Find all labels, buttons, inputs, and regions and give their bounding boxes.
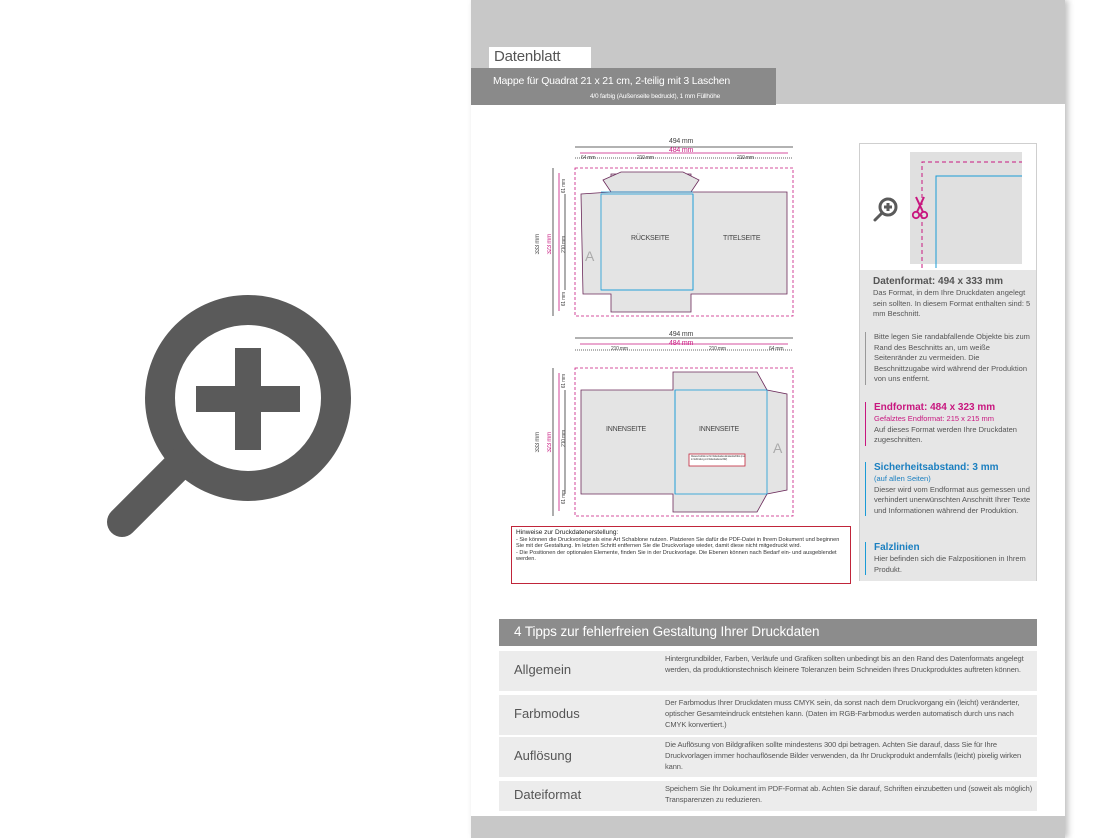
drawing-bottom [553, 338, 793, 516]
tips-heading: 4 Tipps zur fehlerfreien Gestaltung Ihrer Druckdaten [499, 619, 1037, 646]
tip-row [499, 781, 1037, 811]
technical-drawing [531, 134, 861, 529]
dim-height-inner-2: 210 mm [561, 430, 567, 447]
hints-heading: Hinweise zur Druckdatenerstellung: [516, 529, 619, 536]
format-info-panel [859, 143, 1037, 581]
zoom-in-icon[interactable] [872, 196, 900, 229]
safety-title: Sicherheitsabstand: 3 mm [874, 462, 999, 473]
fold-title: Falzlinien [874, 542, 920, 553]
datenformat-section [865, 276, 1031, 320]
label-rueckseite: RÜCKSEITE [631, 235, 670, 242]
label-innenseite-left: INNENSEITE [606, 426, 647, 433]
tip-text: Speichern Sie Ihr Dokument im PDF-Format ab. Achten Sie darauf, Schriften einzubetten und (soweit als möglich) Transparenzen zu reduzieren. [665, 784, 1033, 804]
drawing-top [553, 147, 793, 316]
product-subtitle-small: 4/0 farbig (Außenseite bedruckt), 1 mm Füllhöhe [590, 93, 721, 100]
dim-height-inner: 210 mm [561, 236, 567, 253]
bleed-section [865, 332, 1031, 385]
bleed-text: Bitte legen Sie randabfallende Objekte bis zum Rand des Beschnitts an, um weiße Seitenränder zu vermeiden. Die Beschnittzugabe wird während der Produktion von uns entfernt. [874, 332, 1030, 383]
card-slot-note: Dieses Feld ist nur für Visitenkarten-Einsteckschlitze (nur in Verbindung mit Visitenkartenschlitz) [691, 455, 745, 461]
tip-text: Der Farbmodus Ihrer Druckdaten muss CMYK sein, da sonst nach dem Druckvorgang ein (leicht) veränderter, optischer Gesamteindruck entstehen kann. (Daten im RGB-Farbmodus werden automatisch durch uns nach CMYK konvertiert.) [665, 698, 1020, 729]
dim-total-pink-2: 484 mm [669, 340, 694, 347]
tip-row [499, 737, 1037, 777]
dim-tab-top: 61 mm [561, 179, 567, 194]
dim-total-black-2: 494 mm [669, 331, 694, 338]
fold-section [865, 542, 1031, 575]
dim-total-black: 494 mm [669, 138, 694, 145]
scissors-icon [912, 196, 928, 225]
letter-a: A [585, 248, 595, 264]
tip-text: Die Auflösung von Bildgrafiken sollte mindestens 300 dpi betragen. Achten Sie darauf, dass Sie für Ihre Druckvorlagen immer hochauflösende Bilder verwenden, da Ihr Druckprodukt andernfalls (leicht) pixelig wirken kann. [665, 740, 1022, 771]
tip-label: Auflösung [514, 748, 572, 763]
fold-text: Hier befinden sich die Falzpositionen in Ihrem Produkt. [874, 554, 1026, 574]
dim-panel-1: 210 mm [637, 155, 654, 161]
dim-panel-1-2: 210 mm [611, 346, 628, 352]
dim-height-black-2: 333 mm [535, 432, 541, 453]
dim-height-black: 333 mm [535, 234, 541, 255]
tip-label: Farbmodus [514, 706, 580, 721]
datenformat-title: Datenformat: 494 x 333 mm [873, 276, 1004, 287]
tip-row [499, 695, 1037, 735]
page-title: Datenblatt [489, 47, 591, 68]
letter-a-2: A [773, 440, 783, 456]
tip-row [499, 651, 1037, 691]
dim-height-pink: 323 mm [547, 234, 553, 255]
dim-tab-top-2: 61 mm [561, 374, 567, 389]
safety-section [865, 462, 1031, 516]
tip-label: Dateiformat [514, 787, 582, 802]
dim-height-pink-2: 323 mm [547, 432, 553, 453]
endformat-title: Endformat: 484 x 323 mm [874, 402, 996, 413]
endformat-sub: Gefalztes Endformat: 215 x 215 mm [874, 414, 995, 423]
tip-text: Hintergrundbilder, Farben, Verläufe und Grafiken sollten unbedingt bis an den Rand des Datenformats angelegt werden, da produktionstechnisch kleinere Toleranzen beim Schneiden Ihres Druckproduktes auftreten können. [665, 654, 1024, 674]
label-innenseite-right: INNENSEITE [699, 426, 740, 433]
dim-tab-bottom-2: 61 mm [561, 490, 567, 505]
tip-label: Allgemein [514, 662, 572, 677]
product-subtitle: Mappe für Quadrat 21 x 21 cm, 2-teilig mit 3 Laschen [493, 75, 731, 87]
datenformat-text: Das Format, in dem Ihre Druckdaten angelegt sein sollten. In diesem Format enthalten sind: 5 mm Beschnitt. [873, 288, 1031, 318]
zoom-in-icon[interactable] [100, 290, 360, 555]
dim-panel-2-2: 210 mm [709, 346, 726, 352]
hints-box [511, 526, 851, 584]
datasheet-page [471, 0, 1065, 838]
safety-text: Dieser wird vom Endformat aus gemessen und verhindert unerwünschten Anschnitt Ihrer Texte und Informationen während der Produktion. [874, 484, 1031, 515]
safety-sub: (auf allen Seiten) [874, 474, 931, 483]
dim-panel-2: 210 mm [737, 155, 754, 161]
hints-item-1: - Sie können die Druckvorlage als eine Art Schablone nutzen. Platzieren Sie dafür die PDF-Datei in Ihrem Dokument und beginnen Sie mit der Gestaltung. Im letzten Schritt entfernen Sie die Druckvorlage wieder, damit diese nicht mitgedruckt wird. [516, 536, 840, 550]
page-footer-band [471, 816, 1065, 838]
hints-item-2: - Die Positionen der optionalen Elemente, finden Sie in der Druckvorlage. Die Ebenen können nach Bedarf ein- und ausgeblendet werden. [516, 549, 837, 563]
format-preview [860, 144, 1036, 268]
dim-total-pink: 484 mm [669, 147, 694, 154]
label-titelseite: TITELSEITE [723, 235, 761, 242]
endformat-section [865, 402, 1031, 446]
dim-flap-2: 64 mm [769, 346, 784, 352]
dim-tab-bottom: 61 mm [561, 292, 567, 307]
dim-flap: 64 mm [581, 155, 596, 161]
endformat-text: Auf dieses Format werden Ihre Druckdaten zugeschnitten. [874, 424, 1017, 444]
